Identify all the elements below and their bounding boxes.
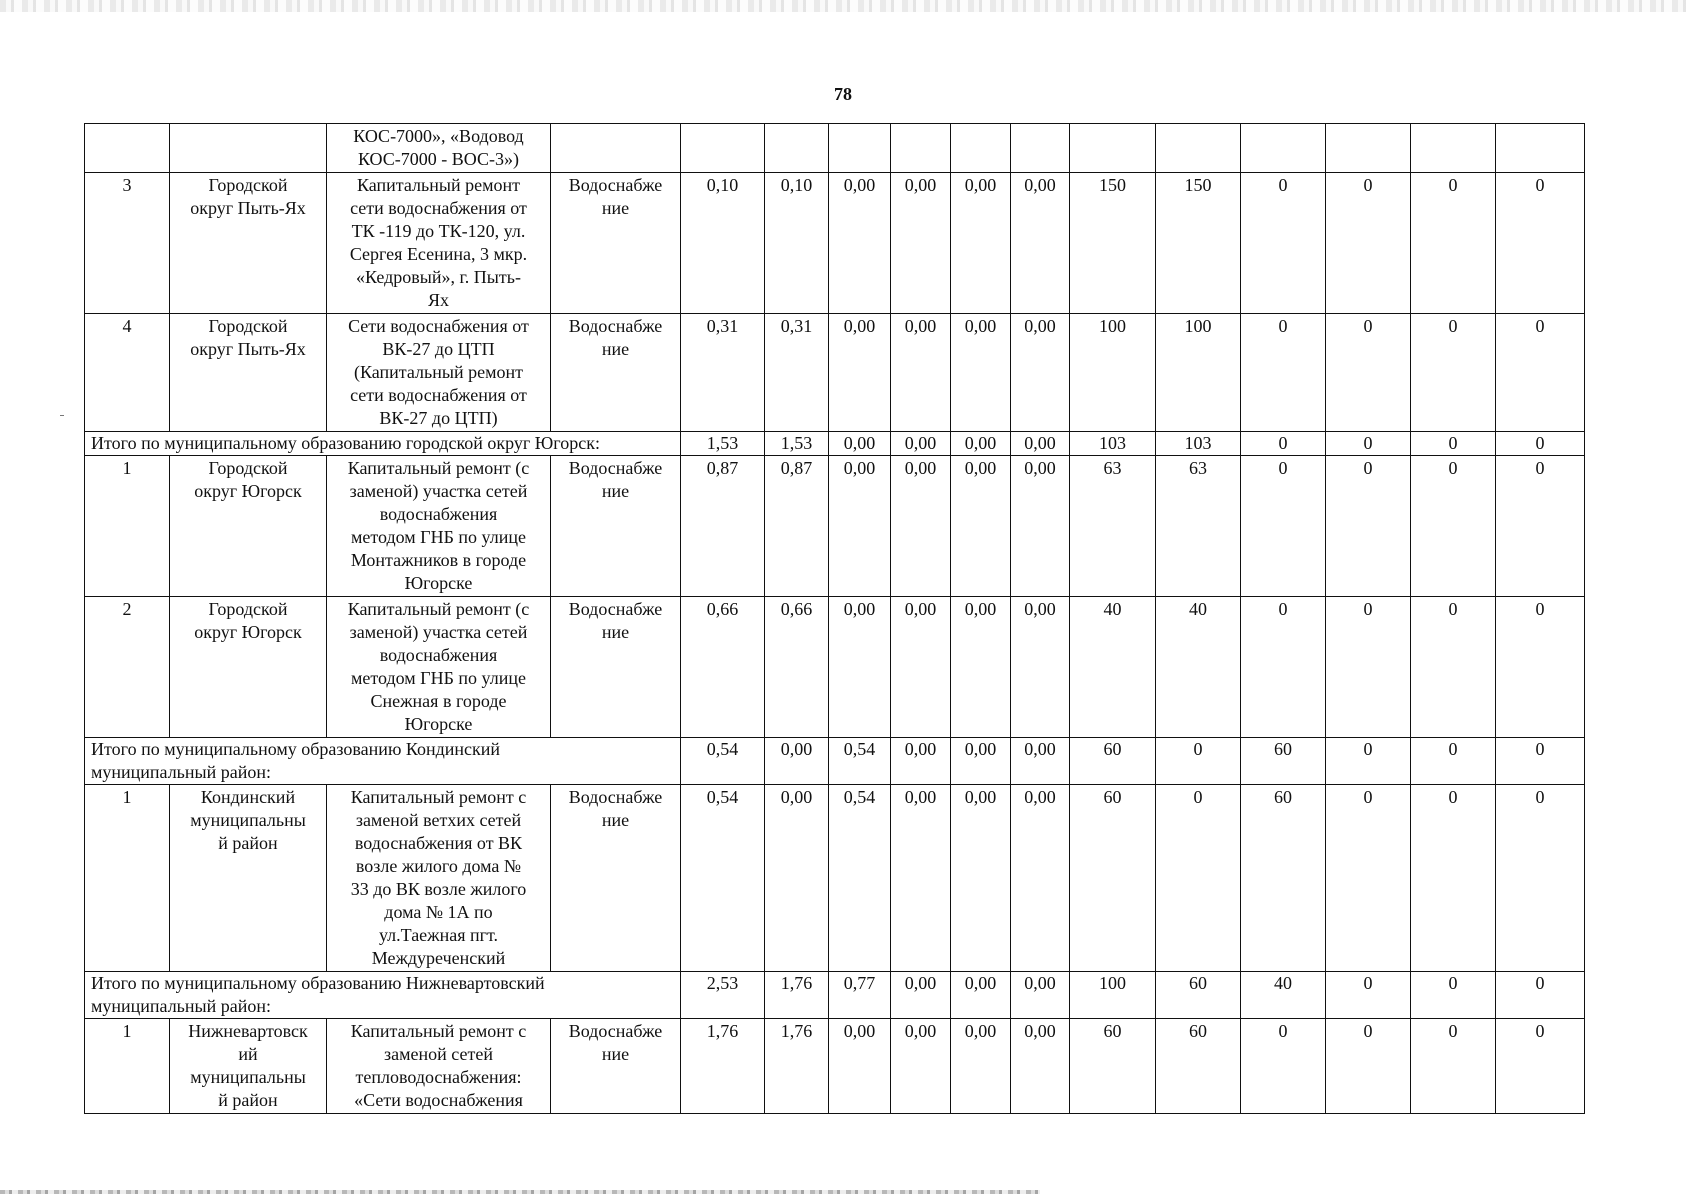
value-cell: 0,00 bbox=[829, 432, 891, 456]
total-label: Итого по муниципальному образованию Нижневартовский муниципальный район: bbox=[85, 972, 681, 1019]
value-cell: 0 bbox=[1411, 173, 1496, 314]
value-cell: 103 bbox=[1156, 432, 1241, 456]
municipality-cell: Кондинский муниципальны й район bbox=[170, 785, 327, 972]
value-cell: 0,66 bbox=[765, 597, 829, 738]
value-cell: 0,00 bbox=[891, 1019, 951, 1114]
value-cell: 0,00 bbox=[891, 314, 951, 432]
value-cell: 0 bbox=[1241, 1019, 1326, 1114]
value-cell: 0,00 bbox=[951, 738, 1011, 785]
value-cell: 0,54 bbox=[681, 785, 765, 972]
value-cell: 0,00 bbox=[1011, 785, 1070, 972]
category-cell: Водоснабже ние bbox=[551, 1019, 681, 1114]
value-cell: 0 bbox=[1496, 456, 1585, 597]
table-row bbox=[85, 597, 1585, 738]
value-cell: 0 bbox=[1241, 456, 1326, 597]
value-cell: 0,00 bbox=[829, 1019, 891, 1114]
table-row bbox=[85, 785, 1585, 972]
value-cell: 0,00 bbox=[1011, 314, 1070, 432]
value-cell: 0 bbox=[1496, 738, 1585, 785]
value-cell: 0 bbox=[1496, 597, 1585, 738]
value-cell: 0,00 bbox=[951, 173, 1011, 314]
value-cell bbox=[951, 124, 1011, 173]
value-cell: 0,00 bbox=[951, 432, 1011, 456]
value-cell: 150 bbox=[1156, 173, 1241, 314]
value-cell: 0 bbox=[1496, 173, 1585, 314]
value-cell: 0,31 bbox=[765, 314, 829, 432]
value-cell: 0,00 bbox=[891, 738, 951, 785]
value-cell: 0 bbox=[1496, 972, 1585, 1019]
value-cell bbox=[891, 124, 951, 173]
value-cell: 0 bbox=[1241, 314, 1326, 432]
value-cell bbox=[1326, 124, 1411, 173]
value-cell: 60 bbox=[1241, 738, 1326, 785]
value-cell: 0 bbox=[1496, 432, 1585, 456]
value-cell: 60 bbox=[1241, 785, 1326, 972]
value-cell: 0,00 bbox=[891, 432, 951, 456]
value-cell: 103 bbox=[1070, 432, 1156, 456]
row-number: 2 bbox=[85, 597, 170, 738]
municipality-cell: Городской округ Югорск bbox=[170, 456, 327, 597]
value-cell: 0 bbox=[1156, 738, 1241, 785]
value-cell: 0,00 bbox=[829, 456, 891, 597]
value-cell: 60 bbox=[1156, 972, 1241, 1019]
category-cell bbox=[551, 124, 681, 173]
table-total-row bbox=[85, 972, 1585, 1019]
category-cell: Водоснабже ние bbox=[551, 456, 681, 597]
value-cell: 63 bbox=[1070, 456, 1156, 597]
object-description: Капитальный ремонт (с заменой) участка сетей водоснабжения методом ГНБ по улице Монтажников в городе Югорске bbox=[327, 456, 551, 597]
value-cell: 0,00 bbox=[951, 314, 1011, 432]
value-cell: 0 bbox=[1326, 432, 1411, 456]
table-total-row bbox=[85, 738, 1585, 785]
value-cell: 0 bbox=[1411, 432, 1496, 456]
table-total-row bbox=[85, 432, 1585, 456]
municipality-cell: Нижневартовск ий муниципальны й район bbox=[170, 1019, 327, 1114]
value-cell: 100 bbox=[1156, 314, 1241, 432]
value-cell: 150 bbox=[1070, 173, 1156, 314]
municipality-cell: Городской округ Пыть-Ях bbox=[170, 173, 327, 314]
value-cell: 0,10 bbox=[765, 173, 829, 314]
row-number: 4 bbox=[85, 314, 170, 432]
category-cell: Водоснабже ние bbox=[551, 785, 681, 972]
value-cell: 2,53 bbox=[681, 972, 765, 1019]
table-row bbox=[85, 456, 1585, 597]
table-row bbox=[85, 1019, 1585, 1114]
value-cell: 0 bbox=[1326, 314, 1411, 432]
value-cell: 0,00 bbox=[1011, 456, 1070, 597]
value-cell bbox=[681, 124, 765, 173]
value-cell: 0 bbox=[1241, 597, 1326, 738]
value-cell: 0,00 bbox=[891, 173, 951, 314]
value-cell: 0,00 bbox=[765, 738, 829, 785]
value-cell: 0,00 bbox=[1011, 738, 1070, 785]
value-cell: 0,00 bbox=[1011, 972, 1070, 1019]
value-cell: 60 bbox=[1070, 785, 1156, 972]
value-cell: 0,00 bbox=[1011, 432, 1070, 456]
value-cell: 0,00 bbox=[1011, 173, 1070, 314]
value-cell: 0,00 bbox=[951, 597, 1011, 738]
row-number bbox=[85, 124, 170, 173]
value-cell: 0 bbox=[1496, 314, 1585, 432]
object-description: КОС-7000», «Водовод КОС-7000 - ВОС-3») bbox=[327, 124, 551, 173]
value-cell: 0,87 bbox=[765, 456, 829, 597]
value-cell: 0 bbox=[1411, 597, 1496, 738]
value-cell: 0,87 bbox=[681, 456, 765, 597]
value-cell: 0 bbox=[1156, 785, 1241, 972]
value-cell: 0 bbox=[1326, 456, 1411, 597]
value-cell: 0 bbox=[1411, 972, 1496, 1019]
value-cell: 0,00 bbox=[891, 597, 951, 738]
object-description: Капитальный ремонт сети водоснабжения от ТК -119 до ТК-120, ул. Сергея Есенина, 3 мкр. «Кедровый», г. Пыть- Ях bbox=[327, 173, 551, 314]
value-cell: 60 bbox=[1156, 1019, 1241, 1114]
page-number: 78 bbox=[834, 84, 852, 104]
value-cell: 0,00 bbox=[765, 785, 829, 972]
value-cell: 0,54 bbox=[829, 785, 891, 972]
table-row bbox=[85, 314, 1585, 432]
total-label: Итого по муниципальному образованию городской округ Югорск: bbox=[85, 432, 681, 456]
value-cell: 63 bbox=[1156, 456, 1241, 597]
value-cell: 0,54 bbox=[681, 738, 765, 785]
value-cell: 0 bbox=[1411, 314, 1496, 432]
value-cell: 60 bbox=[1070, 738, 1156, 785]
value-cell: 0 bbox=[1496, 1019, 1585, 1114]
value-cell: 0,00 bbox=[891, 785, 951, 972]
value-cell: 0,77 bbox=[829, 972, 891, 1019]
value-cell: 0 bbox=[1326, 785, 1411, 972]
value-cell: 0,54 bbox=[829, 738, 891, 785]
value-cell bbox=[1411, 124, 1496, 173]
municipality-cell: Городской округ Югорск bbox=[170, 597, 327, 738]
value-cell: 0 bbox=[1326, 972, 1411, 1019]
value-cell: 1,76 bbox=[765, 1019, 829, 1114]
value-cell: 0 bbox=[1241, 173, 1326, 314]
value-cell: 0 bbox=[1326, 173, 1411, 314]
object-description: Капитальный ремонт с заменой сетей тепловодоснабжения: «Сети водоснабжения bbox=[327, 1019, 551, 1114]
value-cell: 0 bbox=[1326, 1019, 1411, 1114]
value-cell: 100 bbox=[1070, 972, 1156, 1019]
object-description: Сети водоснабжения от ВК-27 до ЦТП (Капитальный ремонт сети водоснабжения от ВК-27 до ЦТП) bbox=[327, 314, 551, 432]
value-cell bbox=[1070, 124, 1156, 173]
value-cell: 0,00 bbox=[829, 173, 891, 314]
table-row bbox=[85, 173, 1585, 314]
program-table bbox=[84, 123, 1585, 1114]
value-cell: 0 bbox=[1411, 738, 1496, 785]
total-label: Итого по муниципальному образованию Кондинский муниципальный район: bbox=[85, 738, 681, 785]
value-cell: 0,00 bbox=[1011, 597, 1070, 738]
value-cell: 40 bbox=[1241, 972, 1326, 1019]
row-number: 1 bbox=[85, 785, 170, 972]
value-cell: 0,31 bbox=[681, 314, 765, 432]
value-cell: 60 bbox=[1070, 1019, 1156, 1114]
value-cell bbox=[1156, 124, 1241, 173]
value-cell: 0,00 bbox=[829, 597, 891, 738]
scan-top-edge bbox=[0, 0, 1686, 12]
row-number: 1 bbox=[85, 1019, 170, 1114]
value-cell bbox=[1011, 124, 1070, 173]
value-cell: 0,00 bbox=[951, 456, 1011, 597]
value-cell: 0,66 bbox=[681, 597, 765, 738]
object-description: Капитальный ремонт (с заменой) участка сетей водоснабжения методом ГНБ по улице Снежная в городе Югорске bbox=[327, 597, 551, 738]
scan-bottom-edge bbox=[0, 1190, 1040, 1194]
category-cell: Водоснабже ние bbox=[551, 314, 681, 432]
object-description: Капитальный ремонт с заменой ветхих сетей водоснабжения от ВК возле жилого дома № 33 до ВК возле жилого дома № 1А по ул.Таежная пгт. Междуреченский bbox=[327, 785, 551, 972]
value-cell: 1,53 bbox=[681, 432, 765, 456]
value-cell: 0,00 bbox=[829, 314, 891, 432]
value-cell: 0,00 bbox=[1011, 1019, 1070, 1114]
value-cell: 0,00 bbox=[891, 972, 951, 1019]
value-cell: 1,53 bbox=[765, 432, 829, 456]
value-cell: 40 bbox=[1156, 597, 1241, 738]
value-cell: 0 bbox=[1411, 1019, 1496, 1114]
table-row bbox=[85, 124, 1585, 173]
value-cell: 0 bbox=[1241, 432, 1326, 456]
value-cell: 0,10 bbox=[681, 173, 765, 314]
value-cell bbox=[1496, 124, 1585, 173]
value-cell: 0,00 bbox=[951, 972, 1011, 1019]
value-cell: 0 bbox=[1496, 785, 1585, 972]
category-cell: Водоснабже ние bbox=[551, 597, 681, 738]
category-cell: Водоснабже ние bbox=[551, 173, 681, 314]
municipality-cell bbox=[170, 124, 327, 173]
value-cell: 0 bbox=[1411, 785, 1496, 972]
value-cell: 1,76 bbox=[765, 972, 829, 1019]
value-cell: 0 bbox=[1326, 597, 1411, 738]
value-cell: 0 bbox=[1411, 456, 1496, 597]
scan-speck bbox=[60, 415, 64, 416]
row-number: 3 bbox=[85, 173, 170, 314]
value-cell bbox=[1241, 124, 1326, 173]
municipality-cell: Городской округ Пыть-Ях bbox=[170, 314, 327, 432]
value-cell: 40 bbox=[1070, 597, 1156, 738]
table-body bbox=[85, 124, 1585, 1114]
value-cell: 100 bbox=[1070, 314, 1156, 432]
value-cell: 0,00 bbox=[951, 1019, 1011, 1114]
row-number: 1 bbox=[85, 456, 170, 597]
value-cell bbox=[829, 124, 891, 173]
value-cell bbox=[765, 124, 829, 173]
value-cell: 0 bbox=[1326, 738, 1411, 785]
value-cell: 0,00 bbox=[951, 785, 1011, 972]
value-cell: 1,76 bbox=[681, 1019, 765, 1114]
value-cell: 0,00 bbox=[891, 456, 951, 597]
